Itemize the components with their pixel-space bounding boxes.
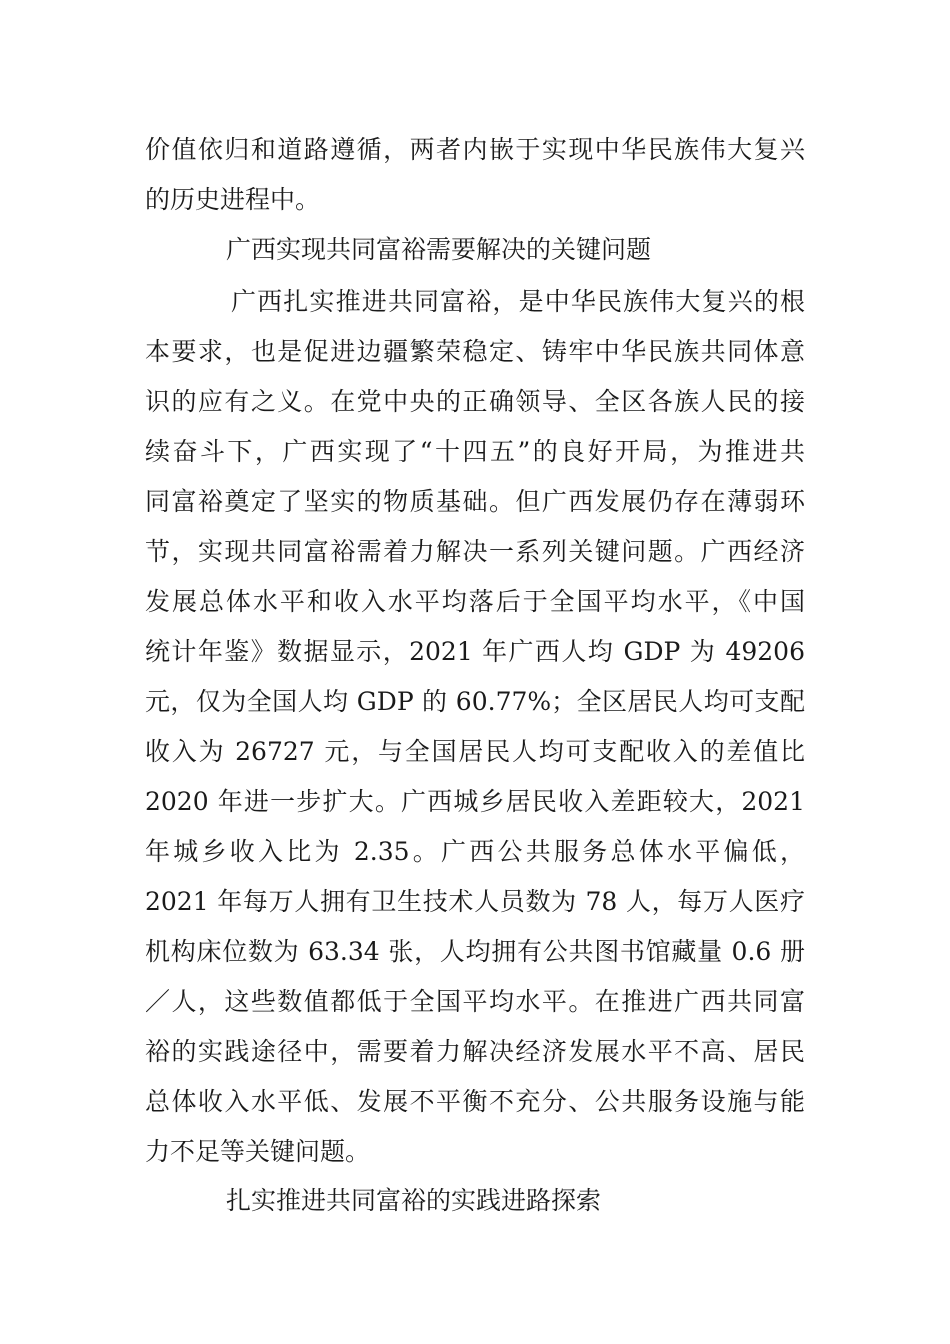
paragraph-line: 价值依归和道路遵循，两者内嵌于实现中华民族伟大复兴 xyxy=(145,135,805,164)
paragraph-line: 机构床位数为 63.34 张，人均拥有公共图书馆藏量 0.6 册 xyxy=(145,937,805,966)
paragraph-line: 元，仅为全国人均 GDP 的 60.77%；全区居民人均可支配 xyxy=(145,687,805,716)
paragraph-line: 统计年鉴》数据显示，2021 年广西人均 GDP 为 49206 xyxy=(145,637,805,666)
paragraph-line: 2020 年进一步扩大。广西城乡居民收入差距较大，2021 xyxy=(145,787,805,816)
paragraph-line: ／人，这些数值都低于全国平均水平。在推进广西共同富 xyxy=(145,987,805,1016)
paragraph-line: 收入为 26727 元，与全国居民人均可支配收入的差值比 xyxy=(145,737,805,766)
paragraph-line: 裕的实践途径中，需要着力解决经济发展水平不高、居民 xyxy=(145,1037,805,1066)
paragraph-line: 节，实现共同富裕需着力解决一系列关键问题。广西经济 xyxy=(145,537,805,566)
paragraph-line: 力不足等关键问题。 xyxy=(145,1137,371,1166)
paragraph-line: 2021 年每万人拥有卫生技术人员数为 78 人，每万人医疗 xyxy=(145,887,805,916)
paragraph-line: 发展总体水平和收入水平均落后于全国平均水平，《中国 xyxy=(145,587,805,616)
paragraph-line: 总体收入水平低、发展不平衡不充分、公共服务设施与能 xyxy=(145,1087,805,1116)
paragraph-line: 续奋斗下，广西实现了“十四五”的良好开局，为推进共 xyxy=(145,437,805,466)
paragraph-line: 广西扎实推进共同富裕，是中华民族伟大复兴的根 xyxy=(231,287,805,316)
paragraph-line: 识的应有之义。在党中央的正确领导、全区各族人民的接 xyxy=(145,387,805,416)
paragraph-line: 同富裕奠定了坚实的物质基础。但广西发展仍存在薄弱环 xyxy=(145,487,805,516)
paragraph-line: 的历史进程中。 xyxy=(145,185,321,214)
paragraph-line: 本要求，也是促进边疆繁荣稳定、铸牢中华民族共同体意 xyxy=(145,337,805,366)
paragraph-line: 年城乡收入比为 2.35。广西公共服务总体水平偏低， xyxy=(145,837,805,866)
section-heading: 广西实现共同富裕需要解决的关键问题 xyxy=(226,235,652,264)
section-heading: 扎实推进共同富裕的实践进路探索 xyxy=(226,1186,602,1215)
